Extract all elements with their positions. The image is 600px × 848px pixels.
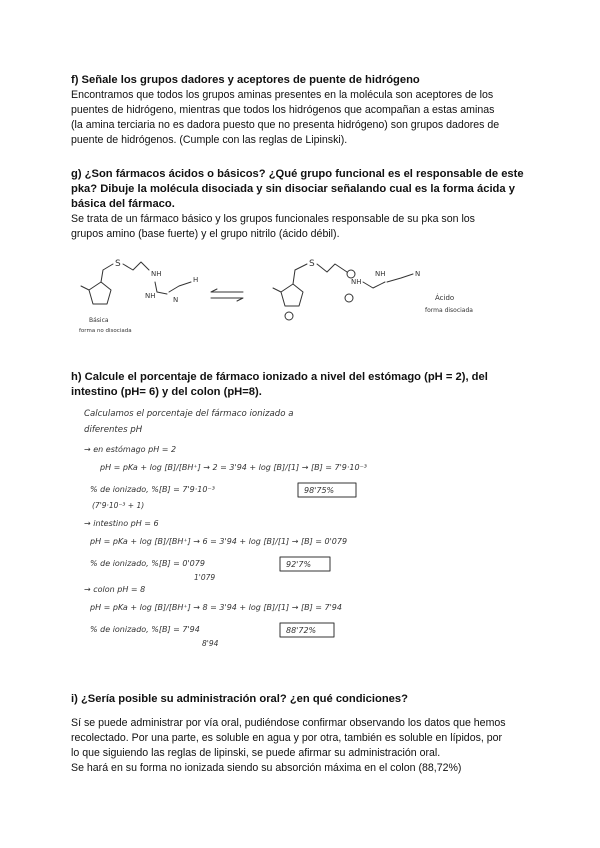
intestine-percent: % de ionizado, %[B] = 0'079 [90,559,205,568]
section-f-line: (la amina terciaria no es dadora puesto que no presenta hidrógeno) son grupos dadores de [71,119,500,131]
nh-right-2: NH [375,270,386,278]
molecule-drawing [75,252,525,348]
section-g-heading-line: básica del fármaco. [71,198,175,210]
imidazole-ring-left [89,282,111,304]
chain-right-2 [317,264,347,272]
handwritten-calculations [84,402,504,660]
section-i-line: Se hará en su forma no ionizada siendo su absorción máxima en el colon (88,72%) [71,762,462,774]
guanidine-right [363,282,385,288]
stomach-label: → en estómago pH = 2 [84,445,177,454]
section-f-line: puente de hidrógenos. (Cumple con las reglas de Lipinski). [71,134,348,146]
section-f-body [71,88,541,148]
undissociated-molecule [79,259,198,334]
calc-title-2: diferentes pH [84,425,143,435]
arrow-left [211,289,243,292]
intestine-result: 92'7% [286,560,312,569]
section-f-heading: f) Señale los grupos dadores y aceptores de puente de hidrógeno [71,74,420,86]
section-h-heading-line: h) Calcule el porcentaje de fármaco ionizado a nivel del estómago (pH = 2), del [71,371,488,383]
section-h-heading [71,370,488,400]
stomach-result: 98'75% [304,486,335,495]
section-g-body [71,212,541,242]
intestine-denominator: 1'079 [194,573,216,582]
chain-bond-right [293,264,307,284]
section-g-heading-line: pka? Dibuje la molécula disociada y sin disociar señalando cual es la forma ácida y [71,183,515,195]
sulfur-right: S [309,259,315,269]
imidazole-ring-right [281,284,303,306]
charge-circle-1 [347,270,355,278]
charge-circle-3 [285,312,293,320]
sulfur-left: S [115,259,121,269]
colon-equation: pH = pKa + log [B]/[BH⁺] → 8 = 3'94 + log [B]/[1] → [B] = 7'94 [90,603,342,612]
section-g-heading-line: g) ¿Son fármacos ácidos o básicos? ¿Qué grupo funcional es el responsable de este [71,168,524,180]
n-right: N [415,270,421,278]
arrow-right [211,298,243,301]
methyl-bond-left [81,286,89,290]
equilibrium-arrow [211,289,243,301]
colon-result: 88'72% [286,626,317,635]
stomach-percent: % de ionizado, %[B] = 7'9·10⁻³ [90,485,215,494]
left-caption-basic: Básica [89,317,109,324]
intestine-equation: pH = pKa + log [B]/[BH⁺] → 6 = 3'94 + log [B]/[1] → [B] = 0'079 [90,537,348,546]
colon-denominator: 8'94 [202,639,219,648]
colon-label: → colon pH = 8 [84,585,146,594]
h-left: H [193,276,199,284]
calc-title-1: Calculamos el porcentaje del fármaco ionizado a [84,409,294,419]
section-i-heading: i) ¿Sería posible su administración oral? ¿en qué condiciones? [71,693,408,705]
nitrile-left [169,282,191,292]
nh-left-2: NH [145,292,156,300]
section-h-heading-line: intestino (pH= 6) y del colon (pH=8). [71,386,262,398]
section-i-line: lo que siguiendo las reglas de lipinski, se puede afirmar su administración oral. [71,747,441,759]
section-g-heading [71,167,524,212]
section-f-line: puentes de hidrógeno, mientras que todos los hidrógenos que acompañan a estas aminas [71,104,495,116]
stomach-denominator: (7'9·10⁻³ + 1) [92,501,145,510]
dissociated-molecule [273,259,473,320]
left-caption-form: forma no disociada [79,328,132,334]
section-i-body [71,716,541,776]
intestine-label: → intestino pH = 6 [84,519,159,528]
right-caption-acid: Ácido [435,294,455,302]
section-f-line: Encontramos que todos los grupos aminas presentes en la molécula son aceptores de los [71,89,494,101]
nh-right-1: NH [351,278,362,286]
n-left: N [173,296,179,304]
guanidine-left [155,282,167,294]
section-i-line: Sí se puede administrar por vía oral, pudiéndose confirmar observando los datos que hemos [71,717,506,729]
stomach-equation: pH = pKa + log [B]/[BH⁺] → 2 = 3'94 + log [B]/[1] → [B] = 7'9·10⁻³ [100,463,368,472]
colon-percent: % de ionizado, %[B] = 7'94 [90,625,200,634]
nitrile-right [387,274,413,282]
section-g-line: Se trata de un fármaco básico y los grupos funcionales responsable de su pka son los [71,213,475,225]
nh-left-1: NH [151,270,162,278]
charge-circle-2 [345,294,353,302]
section-g-line: grupos amino (base fuerte) y el grupo nitrilo (ácido débil). [71,228,340,240]
chain-bond-left [101,264,113,282]
right-caption-form: forma disociada [425,307,473,314]
chain-left-2 [123,262,149,270]
methyl-bond-right [273,288,281,292]
section-i-line: recolectado. Por una parte, es soluble en agua y por otra, también es soluble en lípidos, por [71,732,503,744]
